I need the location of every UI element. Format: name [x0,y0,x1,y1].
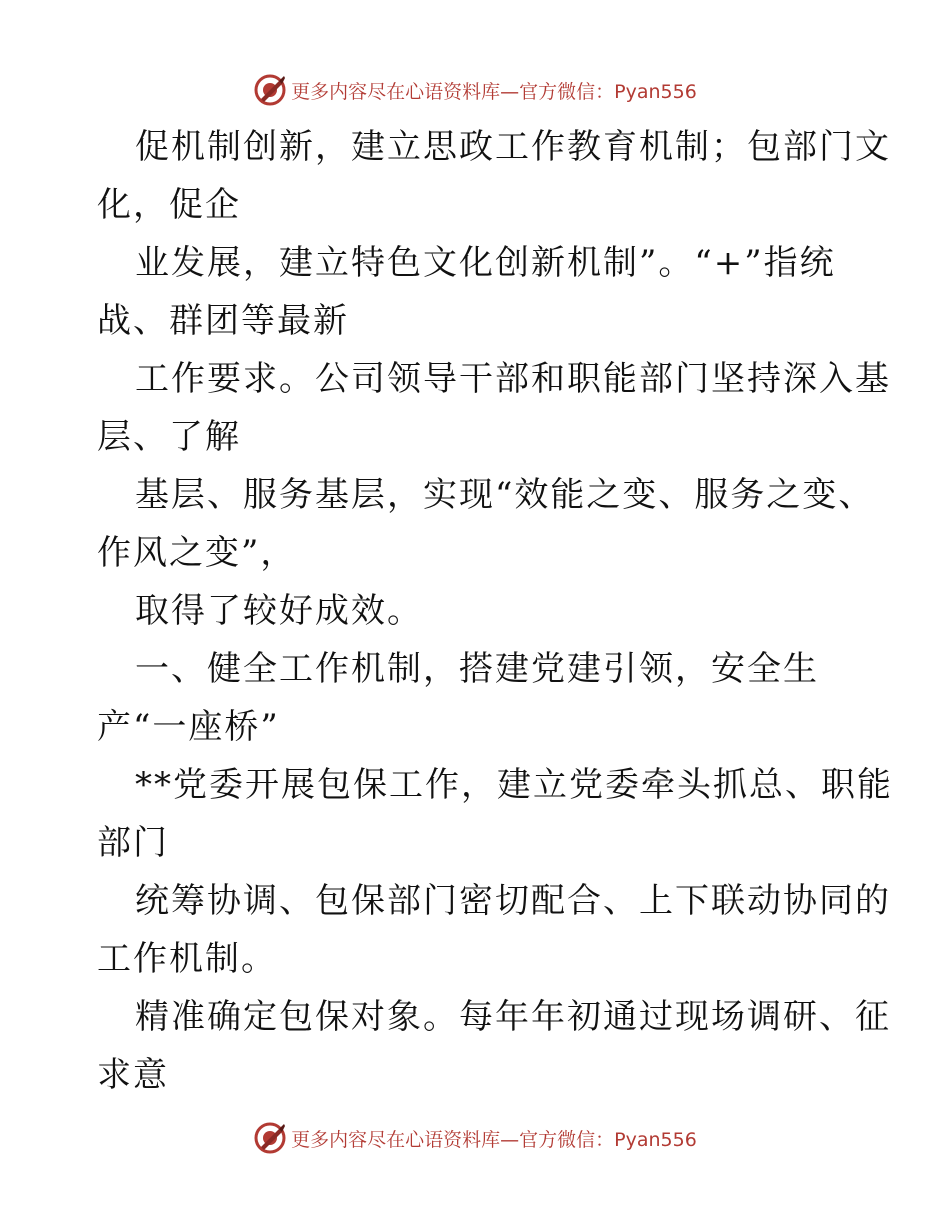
body-line: 求意 [97,1055,169,1095]
body-line: 一、健全工作机制，搭建党建引领，安全生 [135,649,819,689]
body-line: 取得了较好成效。 [135,591,423,631]
body-line: 战、群团等最新 [97,301,349,341]
body-line: 部门 [97,823,169,863]
body-line: 层、了解 [97,417,241,457]
body-line: 工作机制。 [97,939,277,979]
footer-banner-text: 更多内容尽在心语资料库—官方微信：Pyan556 [291,1128,697,1151]
header-banner-inner [253,73,697,107]
body-line: 产“一座桥” [97,707,280,747]
body-text [97,118,893,1104]
pen-logo-icon [253,1121,287,1155]
footer-banner-inner [253,1121,697,1155]
body-line: 作风之变”， [97,533,297,573]
pen-logo-icon [253,73,287,107]
header-banner [0,70,950,110]
body-line: 促机制创新，建立思政工作教育机制；包部门文 [135,127,891,167]
body-line: 基层、服务基层，实现“效能之变、服务之变、 [135,475,875,515]
body-line: 统筹协调、包保部门密切配合、上下联动协同的 [135,881,891,921]
body-line: 工作要求。公司领导干部和职能部门坚持深入基 [135,359,891,399]
body-line: **党委开展包保工作，建立党委牵头抓总、职能 [135,765,893,805]
body-line: 化，促企 [97,185,241,225]
body-line: 业发展，建立特色文化创新机制”。“+”指统 [135,243,836,283]
header-banner-text: 更多内容尽在心语资料库—官方微信：Pyan556 [291,80,697,103]
body-line: 精准确定包保对象。每年年初通过现场调研、征 [135,997,891,1037]
footer-banner [0,1118,950,1158]
